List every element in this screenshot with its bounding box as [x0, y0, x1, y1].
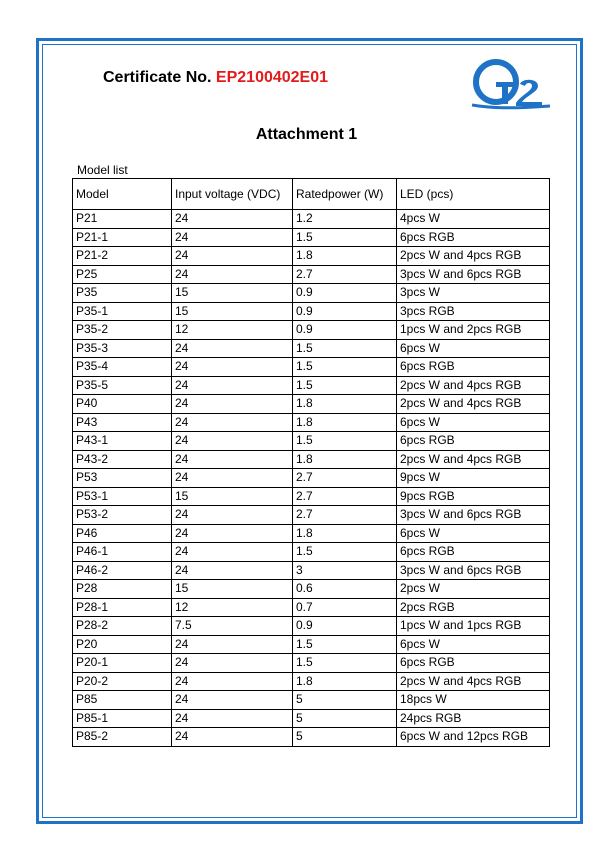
cell-model: P35-4: [73, 358, 172, 377]
cell-led: 1pcs W and 2pcs RGB: [397, 321, 550, 340]
cell-voltage: 24: [172, 432, 293, 451]
cell-led: 3pcs W and 6pcs RGB: [397, 561, 550, 580]
cell-model: P40: [73, 395, 172, 414]
certificate-heading: [103, 69, 328, 87]
cell-power: 5: [293, 691, 397, 710]
cell-model: P20: [73, 635, 172, 654]
table-row: [73, 728, 550, 747]
cell-voltage: 24: [172, 635, 293, 654]
cell-model: P21-2: [73, 247, 172, 266]
column-header-led: LED (pcs): [397, 179, 550, 210]
cell-power: 1.5: [293, 376, 397, 395]
cell-voltage: 24: [172, 228, 293, 247]
table-row: [73, 524, 550, 543]
cell-voltage: 24: [172, 709, 293, 728]
cell-voltage: 15: [172, 580, 293, 599]
table-row: [73, 598, 550, 617]
cell-power: 1.8: [293, 450, 397, 469]
cell-power: 3: [293, 561, 397, 580]
cell-model: P25: [73, 265, 172, 284]
cell-voltage: 7.5: [172, 617, 293, 636]
cell-model: P46-2: [73, 561, 172, 580]
cell-model: P46-1: [73, 543, 172, 562]
cell-power: 2.7: [293, 469, 397, 488]
cell-led: 3pcs RGB: [397, 302, 550, 321]
cell-power: 1.5: [293, 228, 397, 247]
cell-voltage: 24: [172, 358, 293, 377]
cell-power: 1.2: [293, 210, 397, 229]
cell-model: P43-2: [73, 450, 172, 469]
table-row: [73, 506, 550, 525]
table-row: [73, 284, 550, 303]
cell-model: P35-1: [73, 302, 172, 321]
cell-voltage: 24: [172, 376, 293, 395]
certificate-number: EP2100402E01: [215, 69, 329, 86]
cell-led: 18pcs W: [397, 691, 550, 710]
cell-model: P35: [73, 284, 172, 303]
cell-led: 4pcs W: [397, 210, 550, 229]
cell-led: 9pcs RGB: [397, 487, 550, 506]
cell-voltage: 24: [172, 506, 293, 525]
cell-power: 1.5: [293, 339, 397, 358]
table-row: [73, 709, 550, 728]
cell-power: 5: [293, 728, 397, 747]
cell-voltage: 24: [172, 469, 293, 488]
table-row: [73, 450, 550, 469]
table-row: [73, 358, 550, 377]
cell-model: P43: [73, 413, 172, 432]
cell-power: 2.7: [293, 487, 397, 506]
cell-model: P53-2: [73, 506, 172, 525]
cell-model: P28: [73, 580, 172, 599]
page-title: Attachment 1: [255, 126, 358, 143]
cell-power: 1.8: [293, 247, 397, 266]
cell-voltage: 24: [172, 654, 293, 673]
table-row: [73, 302, 550, 321]
table-row: [73, 247, 550, 266]
cell-power: 1.8: [293, 395, 397, 414]
cell-led: 3pcs W and 6pcs RGB: [397, 506, 550, 525]
table-row: [73, 691, 550, 710]
cell-led: 24pcs RGB: [397, 709, 550, 728]
cell-power: 1.5: [293, 543, 397, 562]
cell-led: 2pcs W and 4pcs RGB: [397, 672, 550, 691]
column-header-model: Model: [73, 179, 172, 210]
cell-model: P35-2: [73, 321, 172, 340]
cell-voltage: 24: [172, 265, 293, 284]
table-header-row: [73, 179, 550, 210]
cell-voltage: 24: [172, 395, 293, 414]
cell-model: P85-2: [73, 728, 172, 747]
cell-power: 0.9: [293, 284, 397, 303]
cell-led: 6pcs RGB: [397, 358, 550, 377]
cell-led: 2pcs RGB: [397, 598, 550, 617]
cell-led: 6pcs W and 12pcs RGB: [397, 728, 550, 747]
table-row: [73, 543, 550, 562]
cell-led: 2pcs W and 4pcs RGB: [397, 376, 550, 395]
cell-voltage: 15: [172, 302, 293, 321]
cell-power: 1.8: [293, 413, 397, 432]
column-header-voltage: Input voltage (VDC): [172, 179, 293, 210]
cell-model: P85-1: [73, 709, 172, 728]
cell-led: 6pcs W: [397, 635, 550, 654]
cell-led: 6pcs W: [397, 413, 550, 432]
cell-model: P35-3: [73, 339, 172, 358]
cell-led: 2pcs W and 4pcs RGB: [397, 247, 550, 266]
cell-model: P46: [73, 524, 172, 543]
table-caption: Model list: [77, 163, 128, 177]
cell-power: 0.7: [293, 598, 397, 617]
cell-model: P53: [73, 469, 172, 488]
cell-voltage: 24: [172, 691, 293, 710]
cell-power: 1.8: [293, 524, 397, 543]
table-row: [73, 617, 550, 636]
cell-led: 3pcs W and 6pcs RGB: [397, 265, 550, 284]
table-row: [73, 395, 550, 414]
cell-led: 6pcs W: [397, 524, 550, 543]
cell-voltage: 12: [172, 598, 293, 617]
cell-voltage: 15: [172, 487, 293, 506]
cell-power: 2.7: [293, 265, 397, 284]
table-row: [73, 376, 550, 395]
table-row: [73, 654, 550, 673]
cell-voltage: 12: [172, 321, 293, 340]
cell-voltage: 24: [172, 561, 293, 580]
column-header-power: Ratedpower (W): [293, 179, 397, 210]
table-row: [73, 469, 550, 488]
cell-voltage: 24: [172, 247, 293, 266]
cell-model: P35-5: [73, 376, 172, 395]
cell-model: P43-1: [73, 432, 172, 451]
cell-model: P28-1: [73, 598, 172, 617]
cell-model: P53-1: [73, 487, 172, 506]
cell-led: 6pcs RGB: [397, 228, 550, 247]
cell-voltage: 24: [172, 339, 293, 358]
table-row: [73, 672, 550, 691]
cell-led: 2pcs W and 4pcs RGB: [397, 395, 550, 414]
cell-led: 3pcs W: [397, 284, 550, 303]
cell-power: 1.5: [293, 358, 397, 377]
table-row: [73, 339, 550, 358]
cell-led: 2pcs W: [397, 580, 550, 599]
table-row: [73, 321, 550, 340]
cell-led: 9pcs W: [397, 469, 550, 488]
cell-power: 0.6: [293, 580, 397, 599]
cell-voltage: 24: [172, 524, 293, 543]
table-row: [73, 432, 550, 451]
table-row: [73, 580, 550, 599]
certificate-label: Certificate No.: [103, 69, 212, 86]
cell-voltage: 24: [172, 450, 293, 469]
table-row: [73, 487, 550, 506]
table-row: [73, 635, 550, 654]
cell-led: 6pcs W: [397, 339, 550, 358]
table-row: [73, 561, 550, 580]
cell-model: P21: [73, 210, 172, 229]
cell-voltage: 15: [172, 284, 293, 303]
model-table: [72, 178, 550, 747]
cell-voltage: 24: [172, 543, 293, 562]
table-row: [73, 210, 550, 229]
cell-power: 5: [293, 709, 397, 728]
cell-led: 6pcs RGB: [397, 543, 550, 562]
cell-led: 1pcs W and 1pcs RGB: [397, 617, 550, 636]
cell-power: 1.8: [293, 672, 397, 691]
cell-power: 2.7: [293, 506, 397, 525]
cell-power: 1.5: [293, 432, 397, 451]
table-row: [73, 413, 550, 432]
cell-led: 2pcs W and 4pcs RGB: [397, 450, 550, 469]
cell-power: 1.5: [293, 654, 397, 673]
cell-led: 6pcs RGB: [397, 432, 550, 451]
table-row: [73, 265, 550, 284]
cell-voltage: 24: [172, 672, 293, 691]
cell-power: 0.9: [293, 617, 397, 636]
cell-power: 1.5: [293, 635, 397, 654]
cell-model: P21-1: [73, 228, 172, 247]
table-row: [73, 228, 550, 247]
cell-voltage: 24: [172, 210, 293, 229]
qt2-logo: [470, 56, 552, 112]
cell-led: 6pcs RGB: [397, 654, 550, 673]
cell-power: 0.9: [293, 321, 397, 340]
cell-model: P28-2: [73, 617, 172, 636]
cell-power: 0.9: [293, 302, 397, 321]
cell-model: P85: [73, 691, 172, 710]
cell-model: P20-2: [73, 672, 172, 691]
cell-model: P20-1: [73, 654, 172, 673]
cell-voltage: 24: [172, 413, 293, 432]
cell-voltage: 24: [172, 728, 293, 747]
